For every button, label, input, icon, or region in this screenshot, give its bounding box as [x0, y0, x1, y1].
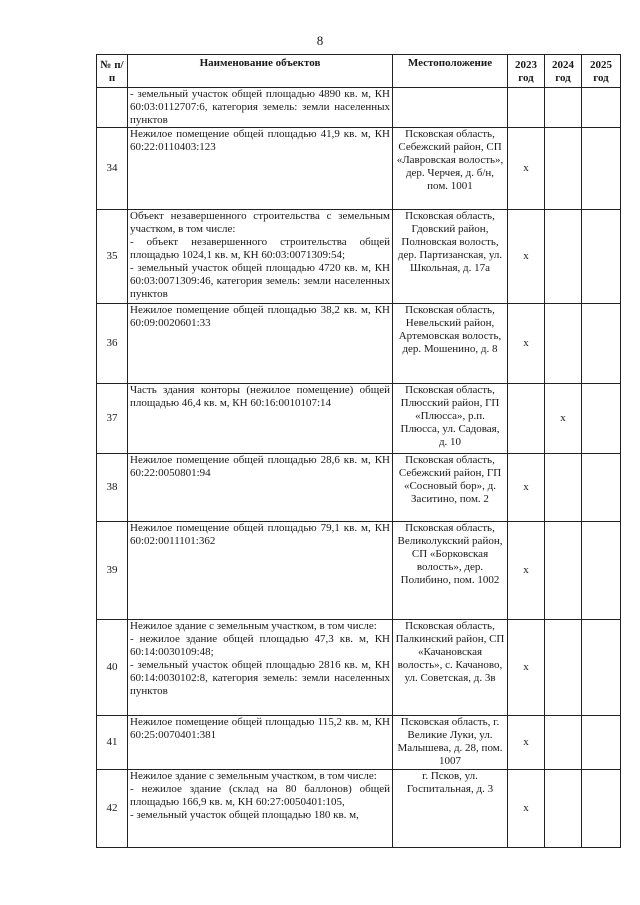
object-name-line: - нежилое здание (склад на 80 баллонов) общей площадью 166,9 кв. м, КН 60:27:0050401:105,	[130, 783, 390, 808]
row-number: 39	[97, 522, 128, 620]
mark-2024	[545, 88, 582, 128]
mark-2025	[582, 522, 621, 620]
mark-2024	[545, 454, 582, 522]
object-name-line: - земельный участок общей площадью 4720 кв. м, КН 60:03:0071309:46, категория земель: земли населенных пунктов	[130, 262, 390, 300]
mark-2023: x	[508, 522, 545, 620]
object-name	[128, 770, 393, 848]
object-name-line: Нежилое здание с земельным участком, в том числе:	[130, 770, 377, 782]
object-name-line: - земельный участок общей площадью 2816 кв. м, КН 60:14:0030102:8, категория земель: земли населенных пунктов	[130, 659, 390, 697]
object-location: г. Псков, ул. Госпитальная, д. 3	[393, 770, 508, 848]
table-row	[97, 210, 621, 304]
header-2024: 2024 год	[545, 55, 582, 88]
mark-2025	[582, 454, 621, 522]
table-row	[97, 384, 621, 454]
object-location: Псковская область, Невельский район, Артемовская волость, дер. Мошенино, д. 8	[393, 304, 508, 384]
object-name-line: - земельный участок общей площадью 4890 кв. м, КН 60:03:0112707:6, категория земель: земли населенных пунктов	[130, 88, 390, 126]
mark-2024	[545, 620, 582, 716]
row-number: 42	[97, 770, 128, 848]
row-number: 40	[97, 620, 128, 716]
mark-2024	[545, 716, 582, 770]
object-name	[128, 454, 393, 522]
mark-2023: x	[508, 210, 545, 304]
mark-2024	[545, 128, 582, 210]
mark-2024	[545, 304, 582, 384]
object-name	[128, 384, 393, 454]
object-location: Псковская область, Палкинский район, СП «Качановская волость», с. Качаново, ул. Советская, д. 3в	[393, 620, 508, 716]
table-row	[97, 620, 621, 716]
object-name-line: Нежилое здание с земельным участком, в том числе:	[130, 620, 377, 632]
object-name-line: Нежилое помещение общей площадью 79,1 кв. м, КН 60:02:0011101:362	[130, 522, 390, 547]
object-name-line: - объект незавершенного строительства общей площадью 1024,1 кв. м, КН 60:03:0071309:54;	[130, 236, 390, 261]
table-row	[97, 770, 621, 848]
object-name-line: Часть здания конторы (нежилое помещение) общей площадью 46,4 кв. м, КН 60:16:0010107:14	[130, 384, 390, 409]
page-number: 8	[316, 33, 324, 48]
object-name	[128, 304, 393, 384]
table-row	[97, 88, 621, 128]
object-name-line: Нежилое помещение общей площадью 38,2 кв. м, КН 60:09:0020601:33	[130, 304, 390, 329]
mark-2025	[582, 770, 621, 848]
header-2025: 2025 год	[582, 55, 621, 88]
row-number: 41	[97, 716, 128, 770]
row-number: 34	[97, 128, 128, 210]
mark-2023: x	[508, 128, 545, 210]
mark-2025	[582, 304, 621, 384]
object-name	[128, 522, 393, 620]
table-header-row	[97, 55, 621, 88]
mark-2023: x	[508, 770, 545, 848]
mark-2025	[582, 128, 621, 210]
table-row	[97, 128, 621, 210]
header-location: Местоположение	[393, 55, 508, 88]
header-2023: 2023 год	[508, 55, 545, 88]
mark-2024	[545, 210, 582, 304]
row-number: 35	[97, 210, 128, 304]
object-name-line: - нежилое здание общей площадью 47,3 кв. м, КН 60:14:0030109:48;	[130, 633, 390, 658]
row-number: 38	[97, 454, 128, 522]
object-name	[128, 210, 393, 304]
mark-2023	[508, 88, 545, 128]
mark-2025	[582, 210, 621, 304]
object-name	[128, 620, 393, 716]
object-name-line: Нежилое помещение общей площадью 115,2 кв. м, КН 60:25:0070401:381	[130, 716, 390, 741]
objects-table	[96, 54, 621, 848]
mark-2025	[582, 384, 621, 454]
mark-2024	[545, 522, 582, 620]
mark-2024	[545, 770, 582, 848]
mark-2025	[582, 716, 621, 770]
header-num: № п/п	[97, 55, 128, 88]
mark-2025	[582, 620, 621, 716]
object-name	[128, 716, 393, 770]
mark-2025	[582, 88, 621, 128]
object-location: Псковская область, Гдовский район, Полновская волость, дер. Партизанская, ул. Школьная, д. 17а	[393, 210, 508, 304]
object-location: Псковская область, г. Великие Луки, ул. Малышева, д. 28, пом. 1007	[393, 716, 508, 770]
object-name-line: Нежилое помещение общей площадью 28,6 кв. м, КН 60:22:0050801:94	[130, 454, 390, 479]
object-location: Псковская область, Себежский район, СП «Лавровская волость», дер. Черчея, д. б/н, пом. 1001	[393, 128, 508, 210]
object-location: Псковская область, Плюсский район, ГП «Плюсса», р.п. Плюсса, ул. Садовая, д. 10	[393, 384, 508, 454]
object-name	[128, 88, 393, 128]
object-name-line: Нежилое помещение общей площадью 41,9 кв. м, КН 60:22:0110403:123	[130, 128, 390, 153]
object-location: Псковская область, Великолукский район, СП «Борковская волость», дер. Полибино, пом. 1002	[393, 522, 508, 620]
object-name-line: - земельный участок общей площадью 180 кв. м,	[130, 809, 359, 821]
object-name	[128, 128, 393, 210]
object-name-line: Объект незавершенного строительства с земельным участком, в том числе:	[130, 210, 390, 235]
table-row	[97, 454, 621, 522]
mark-2024: x	[545, 384, 582, 454]
table-row	[97, 304, 621, 384]
mark-2023: x	[508, 620, 545, 716]
row-number: 37	[97, 384, 128, 454]
row-number	[97, 88, 128, 128]
table-row	[97, 716, 621, 770]
object-location: Псковская область, Себежский район, ГП «Сосновый бор», д. Заситино, пом. 2	[393, 454, 508, 522]
mark-2023: x	[508, 716, 545, 770]
mark-2023: x	[508, 304, 545, 384]
table-row	[97, 522, 621, 620]
header-name: Наименование объектов	[128, 55, 393, 88]
row-number: 36	[97, 304, 128, 384]
object-location	[393, 88, 508, 128]
mark-2023	[508, 384, 545, 454]
mark-2023: x	[508, 454, 545, 522]
